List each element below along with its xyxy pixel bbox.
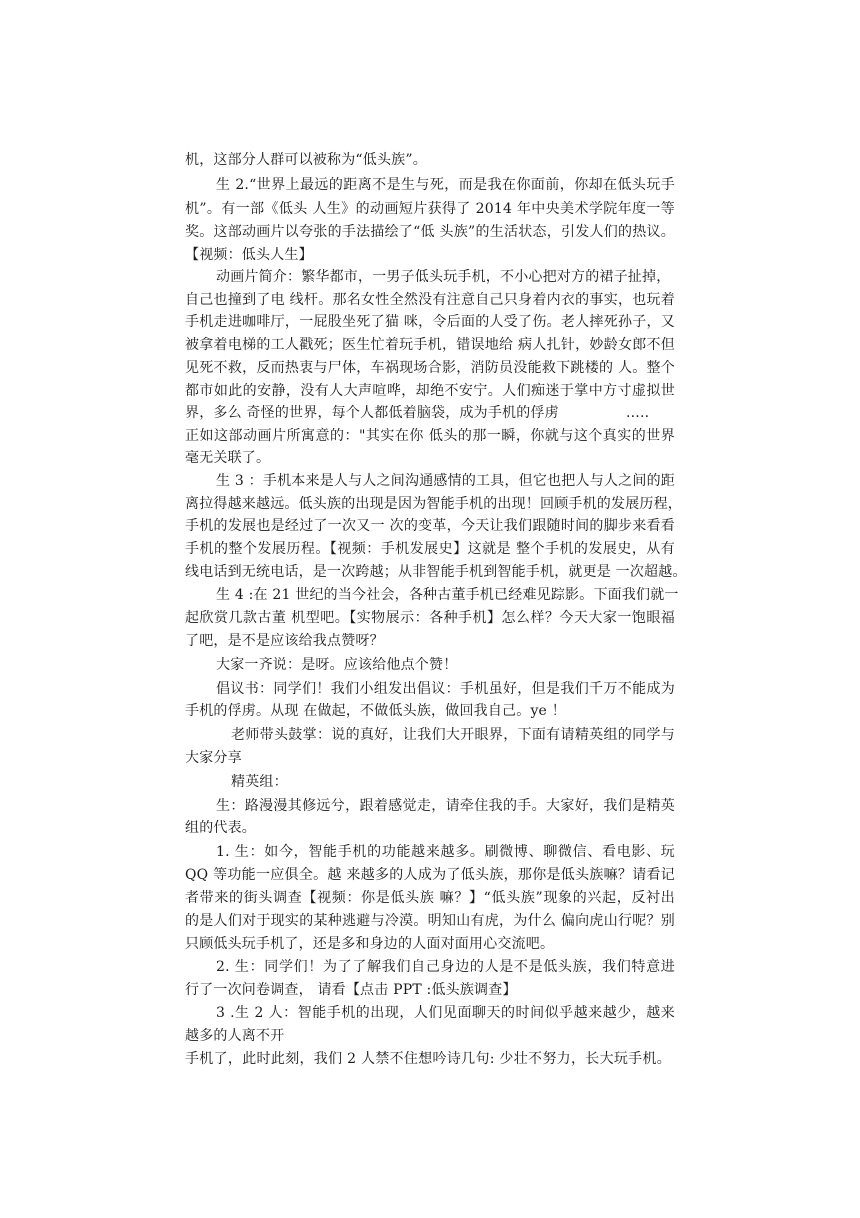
text-line: 手机了，此时此刻，我们 2 人禁不住想吟诗几句: 少壮不努力，长大玩手机。 xyxy=(185,1051,671,1067)
text-line: 见死不救，反而热衷与尸体，车祸现场合影，消防员没能救下跳楼的 人。整个 xyxy=(185,360,675,376)
text-line: 动画片简介：繁华都市，一男子低头玩手机，不小心把对方的裙子扯掉， xyxy=(216,269,671,285)
text-line: 生 3 ：手机本来是人与人之间沟通感情的工具，但它也把人与人之间的距 xyxy=(216,473,675,489)
text-line: 倡议书：同学们！我们小组发出倡议：手机虽好，但是我们千万不能成为 xyxy=(216,681,675,697)
text-line: 毫无关联了。 xyxy=(185,450,271,466)
text-line: 奖。这部动画片以夸张的手法描绘了“低 头族”的生活状态，引发人们的热议。 xyxy=(185,224,675,240)
text-line: 生：路漫漫其修远兮，跟着感觉走，请牵住我的手。大家好，我们是精英 xyxy=(216,798,675,814)
text-line: 组的代表。 xyxy=(185,820,256,836)
text-line: 了吧，是不是应该给我点赞呀？ xyxy=(185,633,384,649)
text-line: 手机的发展也是经过了一次又一 次的变革，今天让我们跟随时间的脚步来看看 xyxy=(185,518,675,534)
text-line: 1. 生：如今，智能手机的功能越来越多。刷微博、聊微信、看电影、玩 xyxy=(216,844,675,860)
text-line: 被拿着电梯的工人戳死；医生忙着玩手机，错误地给 病人扎针，妙龄女郎不但 xyxy=(185,337,675,353)
text-line: 行了一次问卷调查， 请看【点击 PPT :低头族调查】 xyxy=(185,982,517,998)
text-line: 正如这部动画片所寓意的："其实在你 低头的那一瞬，你就与这个真实的世界 xyxy=(185,428,675,444)
text-line: 老师带头鼓掌：说的真好，让我们大开眼界，下面有请精英组的同学与 xyxy=(231,727,675,743)
text-line: 3 .生 2 人：智能手机的出现，人们见面聊天的时间似乎越来越少，越来 xyxy=(216,1005,675,1021)
text-line: 生 2.“世界上最远的距离不是生与死，而是我在你面前，你却在低头玩手 xyxy=(216,177,675,193)
text-line: ..... xyxy=(626,405,650,421)
text-line: 大家一齐说：是呀。应该给他点个赞！ xyxy=(216,657,458,673)
text-line: 线电话到无统电话，是一次跨越；从非智能手机到智能手机，就更是 一次超越。 xyxy=(185,564,687,580)
text-line: 手机的俘虏。从现 在做起，不做低头族，做回我自己。ye ！ xyxy=(185,703,566,719)
text-line: 只顾低头玩手机了，还是多和身边的人面对面用心交流吧。 xyxy=(185,936,555,952)
text-line: 机，这部分人群可以被称为“低头族”。 xyxy=(185,152,427,168)
text-line: 离拉得越来越远。低头族的出现是因为智能手机的出现！回顾手机的发展历程， xyxy=(185,496,682,512)
text-line: 界，多么 奇怪的世界，每个人都低着脑袋，成为手机的俘虏 xyxy=(185,405,559,421)
text-line: 生 4 :在 21 世纪的当今社会，各种古董手机已经难见踪影。下面我们就一 xyxy=(216,587,679,603)
text-line: 越多的人离不开 xyxy=(185,1028,285,1044)
text-line: 精英组： xyxy=(231,774,288,790)
text-line: 2. 生：同学们！为了了解我们自己身边的人是不是低头族，我们特意进 xyxy=(216,959,675,975)
text-line: 手机走进咖啡厅，一屁股坐死了猫 咪，令后面的人受了伤。老人摔死孙子，又 xyxy=(185,314,675,330)
text-line: 大家分享 xyxy=(185,750,242,766)
text-line: 都市如此的安静，没有人大声喧哗，却绝不安宁。人们痴迷于掌中方寸虚拟世 xyxy=(185,383,675,399)
text-line: 自己也撞到了电 线杆。那名女性全然没有注意自己只身着内衣的事实，也玩着 xyxy=(185,292,675,308)
text-line: 起欣赏几款古董 机型吧。【实物展示：各种手机】怎么样？今天大家一饱眼福 xyxy=(185,610,675,626)
text-line: 的是人们对于现实的某种逃避与冷漠。明知山有虎，为什么 偏向虎山行呢？别 xyxy=(185,913,675,929)
text-line: 机”。有一部《低头 人生》的动画短片获得了 2014 年中央美术学院年度一等 xyxy=(185,201,675,217)
text-line: 【视频：低头人生】 xyxy=(185,247,313,263)
text-line: QQ 等功能一应俱全。越 来越多的人成为了低头族，那你是低头族嘛？请看记 xyxy=(185,867,675,883)
text-line: 手机的整个发展历程。【视频：手机发展史】这就是 整个手机的发展史，从有 xyxy=(185,541,675,557)
text-line: 者带来的街头调查【视频：你是低头族 嘛？】“低头族”现象的兴起，反衬出 xyxy=(185,890,675,906)
